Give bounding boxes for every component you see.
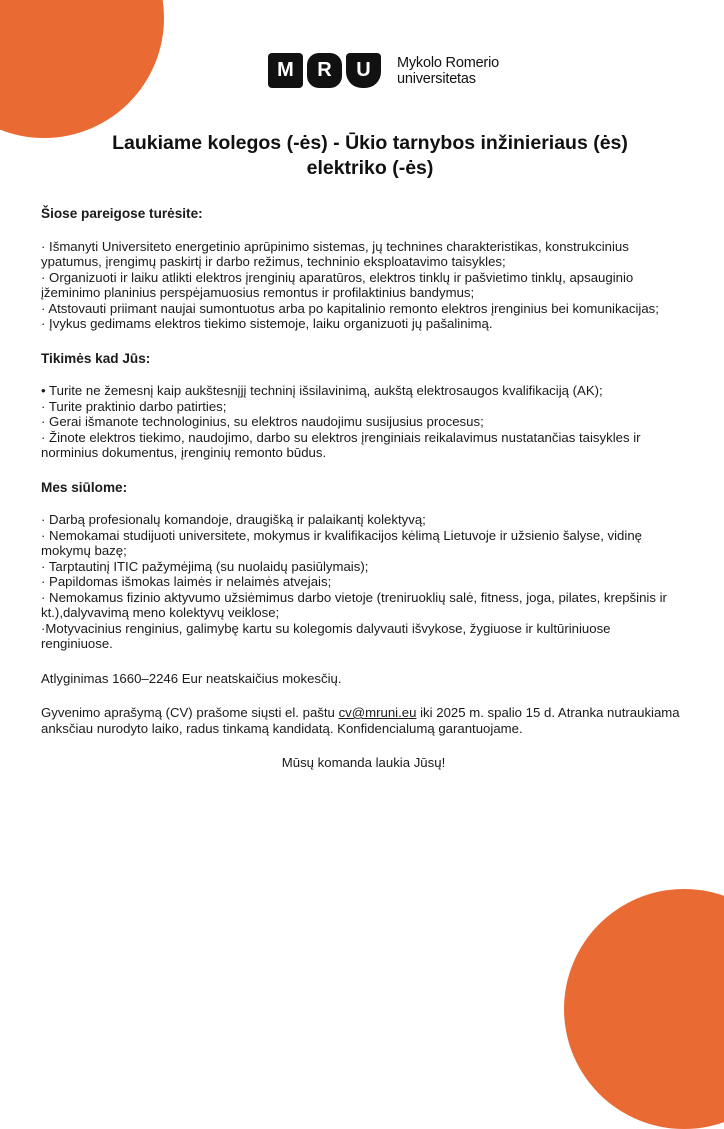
logo-name <box>397 55 499 87</box>
list-item: · Įvykus gedimams elektros tiekimo sistemoje, laiku organizuoti jų pašalinimą. <box>41 316 493 331</box>
cv-text-after: iki 2025 m. spalio 15 d. Atranka nutraukiama anksčiau nurodyto laiko, radus tinkamą kandidatą. Konfidencialumą garantuojame. <box>41 705 680 736</box>
list-item: · Išmanyti Universiteto energetinio aprūpinimo sistemas, jų technines charakteristikas, konstrukcinius ypatumus, įrengimų paskirtį ir darbo režimus, techninio eksploatavimo taisykles; <box>41 238 629 269</box>
list-item: · Darbą profesionalų komandoje, draugišką ir palaikantį kolektyvą; <box>41 512 426 527</box>
offer-list <box>41 512 686 652</box>
closing-text: Mūsų komanda laukia Jūsų! <box>281 755 446 770</box>
list-item: · Atstovauti priimant naujai sumontuotus arba po kapitalinio remonto elektros įrenginius bei komunikacijas; <box>41 300 659 316</box>
list-item: · Tarptautinį ITIC pažymėjimą (su nuolaidų pasiūlymais); <box>41 558 369 574</box>
job-description <box>41 206 686 771</box>
list-item: · Organizuoti ir laiku atlikti elektros įrenginių aparatūros, elektros tinklų ir pašvietimo tinklų, apsauginio įžeminimo planinius perspėjamuosius remontus ir profilaktinius bandymus; <box>41 269 634 300</box>
logo-letter-m: M <box>268 53 303 88</box>
list-item: ·Motyvacinius renginius, galimybę kartu su kolegomis dalyvauti išvykose, žygiuose ir kultūriniuose renginiuose. <box>41 620 611 651</box>
page-title: Laukiame kolegos (-ės) - Ūkio tarnybos inžinieriaus (ės) elektriko (-ės) <box>112 132 628 179</box>
requirements-list <box>41 383 686 461</box>
cv-text-before: Gyvenimo aprašymą (CV) prašome siųsti el. paštu <box>41 705 339 720</box>
list-item: • Turite ne žemesnį kaip aukštesnįjį techninį išsilavinimą, aukštą elektrosaugos kvalifikaciją (AK); <box>41 383 603 398</box>
list-item: · Gerai išmanote technologinius, su elektros naudojimu susijusius procesus; <box>41 414 484 429</box>
section-heading-duties: Šiose pareigose turėsite: <box>41 206 203 221</box>
section-heading-offer: Mes siūlome: <box>41 479 128 495</box>
university-logo <box>268 53 499 88</box>
list-item: · Papildomas išmokas laimės ir nelaimės atvejais; <box>41 574 332 589</box>
salary-text: Atlyginimas 1660–2246 Eur neatskaičius mokesčių. <box>41 670 342 686</box>
logo-name-line2: universitetas <box>397 70 476 87</box>
duties-list <box>41 239 686 332</box>
logo-letter-u: U <box>346 53 381 88</box>
section-heading-requirements: Tikimės kad Jūs: <box>41 350 151 366</box>
logo-letter-r: R <box>307 53 342 88</box>
cv-instructions <box>41 705 686 736</box>
list-item: · Nemokamai studijuoti universitete, mokymus ir kvalifikacijos kėlimą Lietuvoje ir užsienio šalyse, vidinę mokymų bazę; <box>41 527 642 558</box>
decorative-circle-bottom <box>564 889 724 1129</box>
email-link[interactable]: cv@mruni.eu <box>338 705 417 720</box>
decorative-circle-top <box>0 0 164 138</box>
list-item: · Nemokamus fizinio aktyvumo užsiėmimus darbo vietoje (treniruoklių salė, fitness, joga, pilates, krepšinis ir kt.),dalyvavimą meno kolektyvų veiklose; <box>41 589 667 620</box>
list-item: · Žinote elektros tiekimo, naudojimo, darbo su elektros įrenginiais reikalavimus nustatančias taisykles ir norminius dokumentus, įrenginių remonto būdus. <box>41 429 641 460</box>
list-item: · Turite praktinio darbo patirties; <box>41 398 227 414</box>
logo-name-line1: Mykolo Romerio <box>397 54 499 71</box>
